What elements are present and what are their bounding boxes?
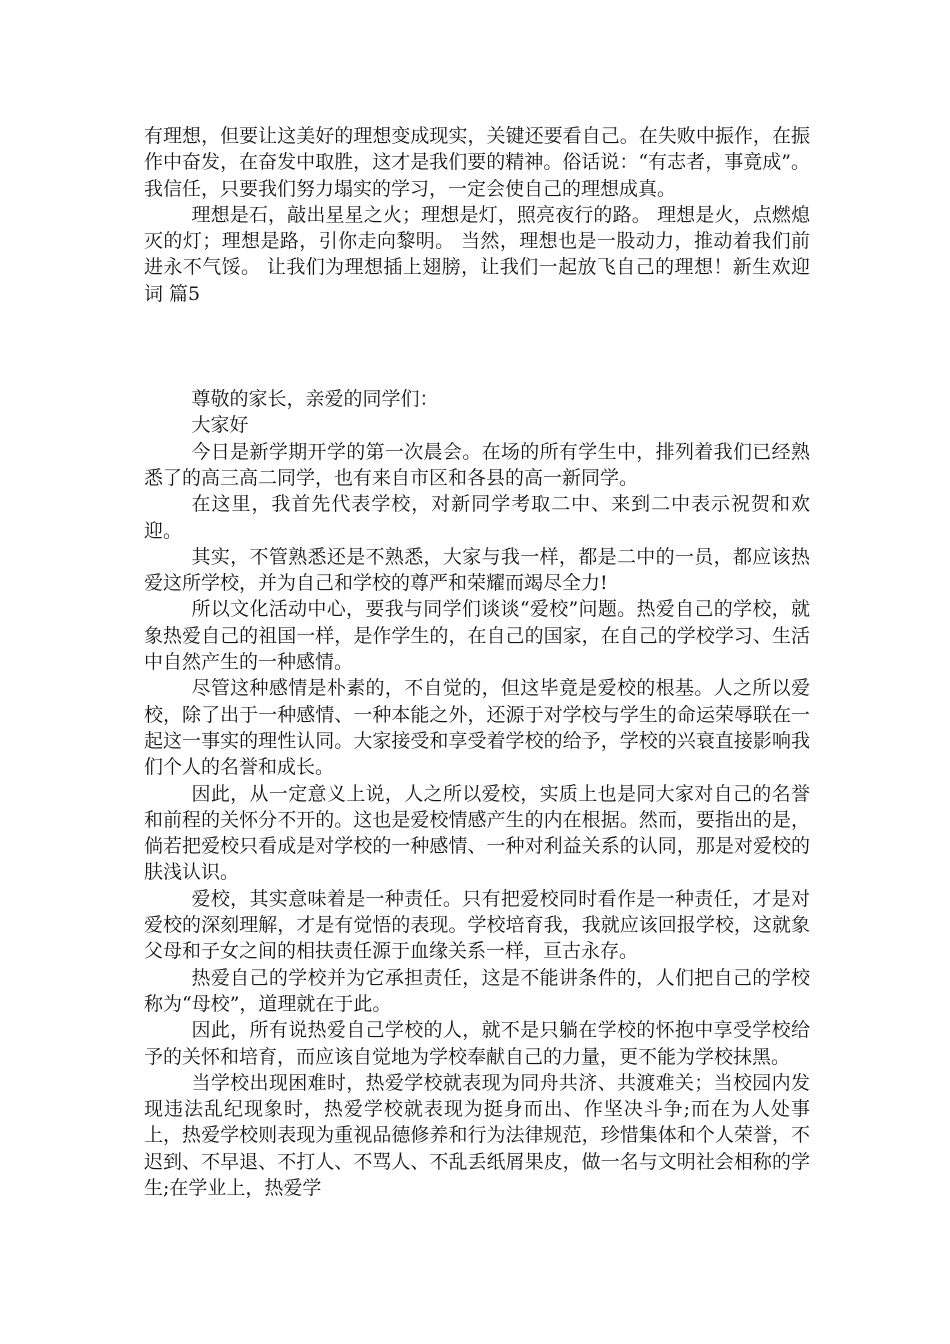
paragraph-ideal-metaphor: 理想是石，敲出星星之火；理想是灯，照亮夜行的路。 理想是火，点燃熄灭的灯；理想是路，引你走向黎明。 当然，理想也是一股动力，推动着我们前进永不气馁。 让我们为理想插上翅膀，让我们一起放飞自己的理想！新生欢迎词 篇5 (144, 203, 810, 305)
paragraph-ideal-reality: 有理想，但要让这美好的理想变成现实，关键还要看自己。在失败中振作，在振作中奋发，在奋发中取胜，这才是我们要的精神。俗话说：“有志者，事竟成”。我信任，只要我们努力塌实的学习，一定会使自己的理想成真。 (144, 125, 810, 200)
paragraph-meaning: 因此，从一定意义上说，人之所以爱校，实质上也是同大家对自己的名誉和前程的关怀分不开的。这也是爱校情感产生的内在根据。然而，要指出的是，倘若把爱校只看成是对学校的一种感情、一种对利益关系的认同，那是对爱校的肤浅认识。 (144, 782, 810, 884)
greeting-line: 尊敬的家长，亲爱的同学们： (191, 388, 439, 411)
paragraph-responsibility: 爱校，其实意味着是一种责任。只有把爱校同时看作是一种责任，才是对爱校的深刻理解，才是有觉悟的表现。学校培育我，我就应该回报学校，这就象父母和子女之间的相扶责任源于血缘关系一样，亘古永存。 (144, 887, 810, 963)
paragraph-love-school-topic: 所以文化活动中心，要我与同学们谈谈“爱校”问题。热爱自己的学校，就象热爱自己的祖国一样，是作学生的，在自己的国家，在自己的学校学习、生活中自然产生的一种感情。 (144, 598, 810, 674)
hello-line: 大家好 (191, 414, 249, 437)
document-page (144, 123, 810, 1201)
paragraph-actions: 当学校出现困难时，热爱学校就表现为同舟共济、共渡难关；当校园内发现违法乱纪现象时，热爱学校就表现为挺身而出、作坚决斗争;而在为人处事上，热爱学校则表现为重视品德修养和行为法律规范，珍惜集体和个人荣誉，不迟到、不早退、不打人、不骂人、不乱丢纸屑果皮，做一名与文明社会相称的学生;在学业上，热爱学 (144, 1071, 810, 1199)
paragraph-contribute: 因此，所有说热爱自己学校的人，就不是只躺在学校的怀抱中享受学校给予的关怀和培育，而应该自觉地为学校奉献自己的力量，更不能为学校抹黑。 (144, 1019, 810, 1068)
paragraph-alma-mater: 热爱自己的学校并为它承担责任，这是不能讲条件的，人们把自己的学校称为“母校”，道理就在于此。 (144, 966, 810, 1015)
paragraph-foundation: 尽管这种感情是朴素的，不自觉的，但这毕竟是爱校的根基。人之所以爱校，除了出于一种感情、一种本能之外，还源于对学校与学生的命运荣辱联在一起这一事实的理性认同。大家接受和享受着学校的给予，学校的兴衰直接影响我们个人的名誉和成长。 (144, 677, 810, 779)
section-gap (144, 307, 810, 386)
paragraph-first-assembly: 今日是新学期开学的第一次晨会。在场的所有学生中，排列着我们已经熟悉了的高三高二同学，也有来自市区和各县的高一新同学。 (144, 440, 810, 489)
paragraph-welcome: 在这里，我首先代表学校，对新同学考取二中、来到二中表示祝贺和欢迎。 (144, 493, 810, 542)
paragraph-one-member: 其实，不管熟悉还是不熟悉，大家与我一样，都是二中的一员，都应该热爱这所学校，并为自己和学校的尊严和荣耀而竭尽全力! (144, 545, 810, 595)
